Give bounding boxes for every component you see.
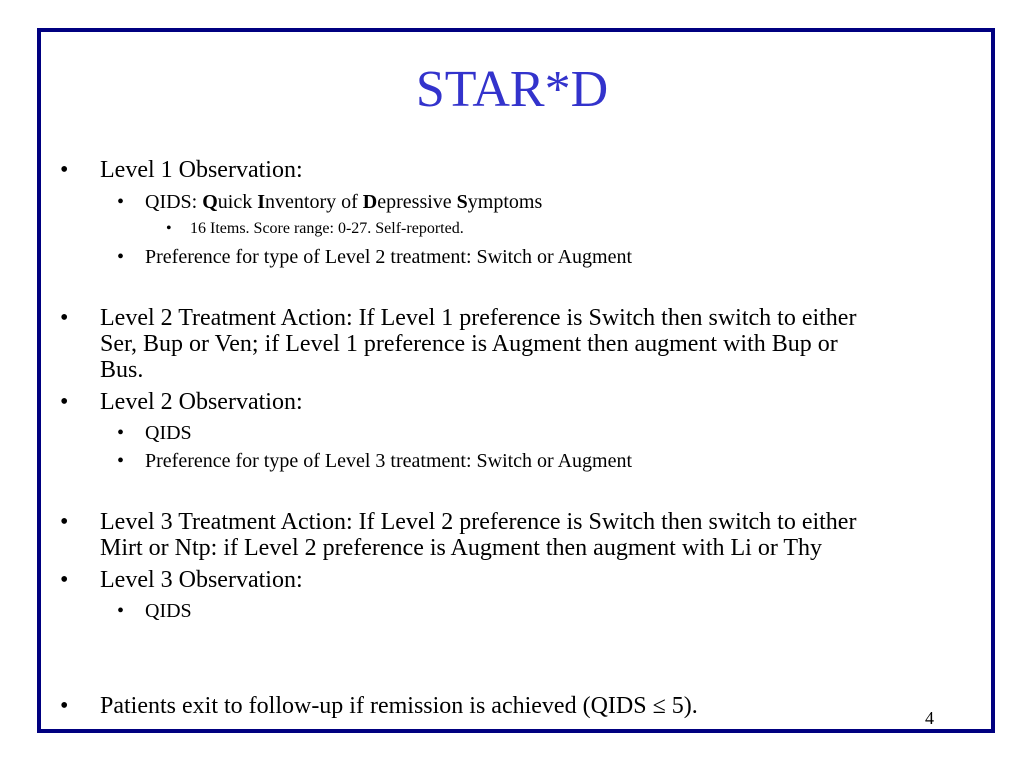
bullet-glyph: • — [117, 191, 125, 213]
bullet-glyph: • — [60, 567, 69, 593]
bullet-level3-action-line2: Mirt or Ntp: if Level 2 preference is Augment then augment with Li or Thy — [100, 535, 823, 561]
bullet-glyph: • — [117, 422, 125, 444]
bullet-glyph: • — [60, 389, 69, 415]
bullet-glyph: • — [117, 246, 125, 268]
word-rest: ymptoms — [467, 191, 543, 213]
bullet-glyph: • — [117, 600, 125, 622]
word-rest: nventory of — [265, 191, 363, 213]
bullet-glyph: • — [60, 693, 69, 719]
bullet-glyph: • — [60, 157, 69, 183]
word-rest: uick — [217, 191, 258, 213]
bullet-level2-action-line3: Bus. — [100, 357, 144, 383]
bullet-patients-exit: Patients exit to follow-up if remission is achieved (QIDS ≤ 5). — [100, 693, 698, 719]
bullet-preference-level3: Preference for type of Level 3 treatment: Switch or Augment — [145, 450, 633, 472]
bullet-qids-definition — [145, 191, 542, 213]
bullet-level2-action-line2: Ser, Bup or Ven; if Level 1 preference is Augment then augment with Bup or — [100, 331, 838, 357]
bullet-qids: QIDS — [145, 422, 192, 444]
acronym-letter-d: D — [362, 191, 378, 213]
word-rest: epressive — [377, 191, 457, 213]
bullet-level1-observation: Level 1 Observation: — [100, 157, 303, 183]
acronym-letter-s: S — [456, 191, 468, 213]
qids-prefix: QIDS: — [145, 191, 203, 213]
slide-frame — [37, 28, 995, 733]
bullet-qids-details: 16 Items. Score range: 0-27. Self-reported. — [190, 220, 464, 237]
page-number: 4 — [925, 708, 934, 728]
bullet-glyph: • — [166, 220, 172, 237]
bullet-level3-action-line1: Level 3 Treatment Action: If Level 2 preference is Switch then switch to either — [100, 509, 857, 535]
bullet-glyph: • — [60, 509, 69, 535]
acronym-letter-i: I — [257, 191, 266, 213]
bullet-level3-observation: Level 3 Observation: — [100, 567, 303, 593]
bullet-level2-observation: Level 2 Observation: — [100, 389, 303, 415]
acronym-letter-q: Q — [202, 191, 218, 213]
bullet-preference-level2: Preference for type of Level 2 treatment: Switch or Augment — [145, 246, 633, 268]
bullet-qids: QIDS — [145, 600, 192, 622]
slide-title: STAR*D — [415, 61, 609, 118]
bullet-glyph: • — [60, 305, 69, 331]
bullet-level2-action-line1: Level 2 Treatment Action: If Level 1 preference is Switch then switch to either — [100, 305, 857, 331]
bullet-glyph: • — [117, 450, 125, 472]
